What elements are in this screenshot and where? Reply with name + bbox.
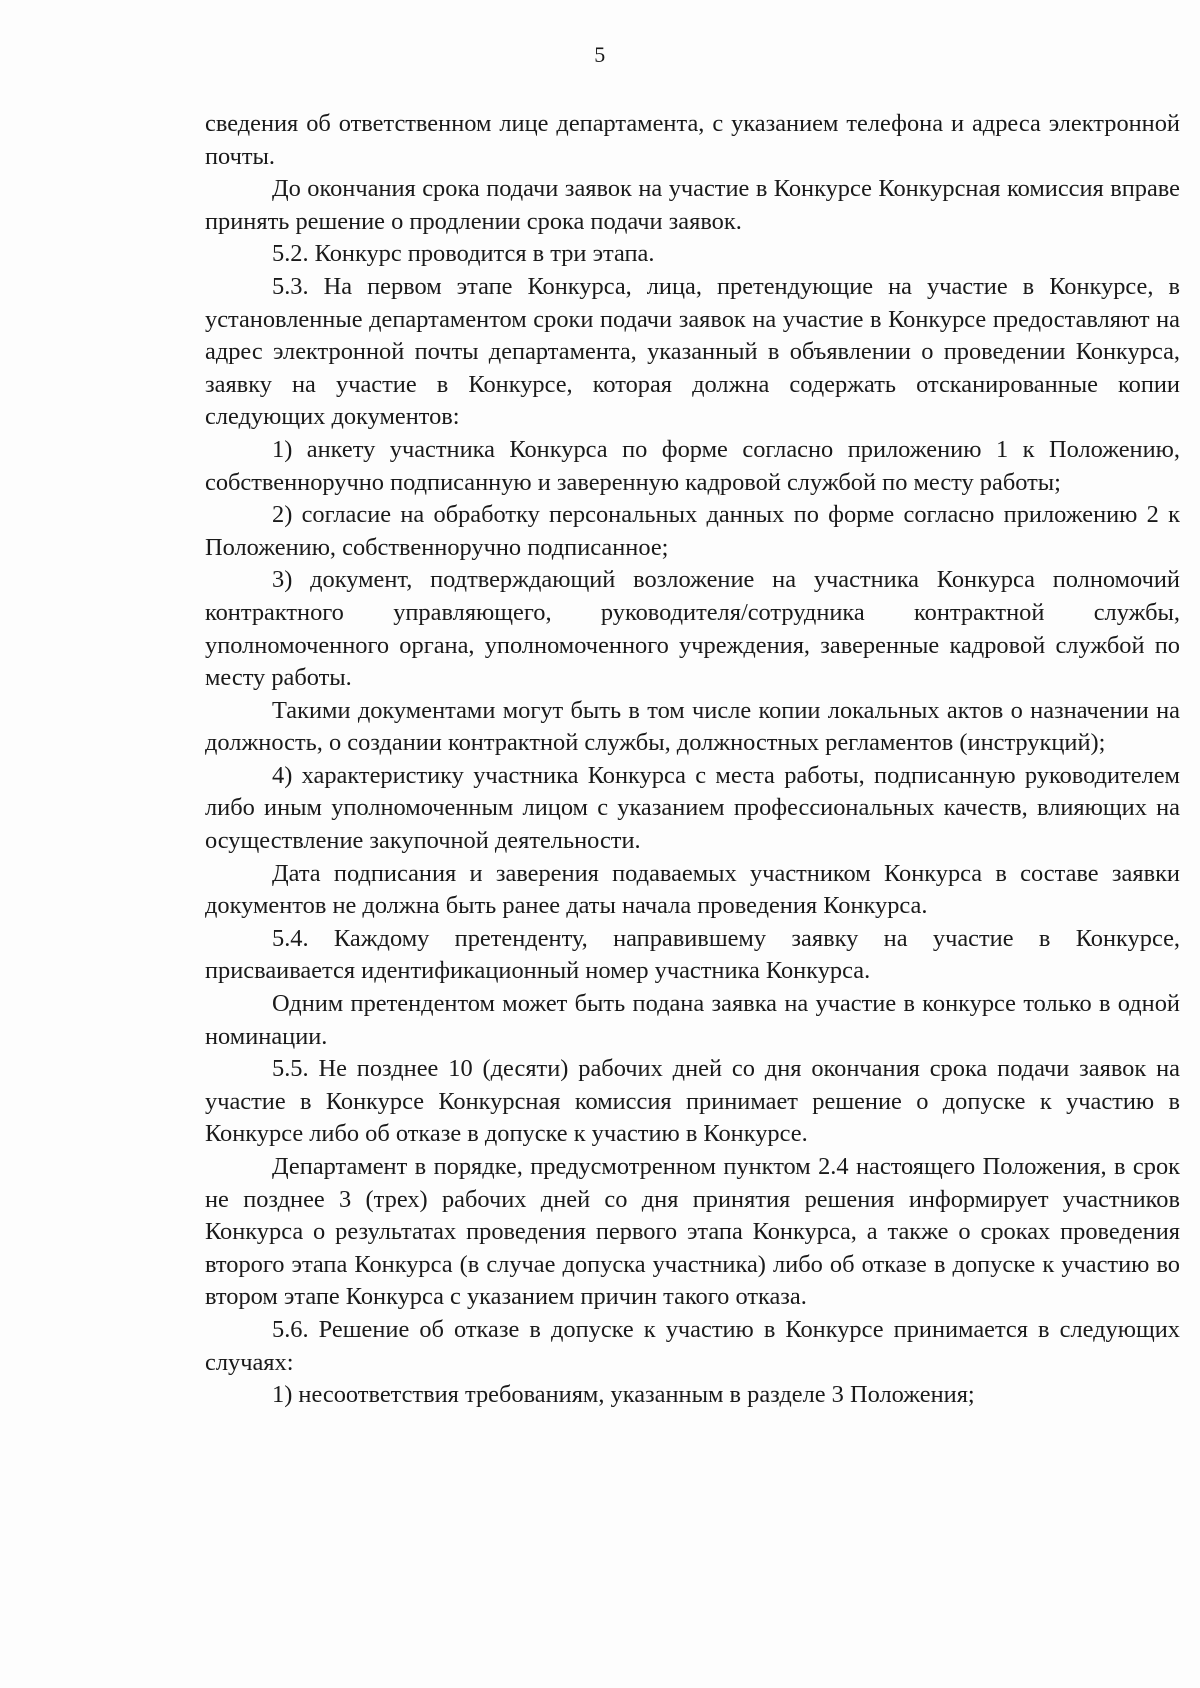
list-item-1-questionnaire: 1) анкету участника Конкурса по форме согласно приложению 1 к Положению, собственноручно подписанную и заверенную кадровой службой по месту работы; [205, 435, 1180, 496]
list-item-4-characteristic: 4) характеристику участника Конкурса с места работы, подписанную руководителем либо иным уполномоченным лицом с указанием профессиональных качеств, влияющих на осуществление закупочной деятельности. [205, 761, 1180, 855]
paragraph-5-2: 5.2. Конкурс проводится в три этапа. [272, 240, 655, 268]
list-item-2-consent: 2) согласие на обработку персональных данных по форме согласно приложению 2 к Положению, собственноручно подписанное; [205, 501, 1180, 561]
paragraph-deadline-extension: До окончания срока подачи заявок на участие в Конкурсе Конкурсная комиссия вправе принять решение о продлении срока подачи заявок. [205, 175, 1180, 235]
paragraph-contact-info: сведения об ответственном лице департамента, с указанием телефона и адреса электронной почты. [205, 110, 1180, 170]
paragraph-single-nomination: Одним претендентом может быть подана заявка на участие в конкурсе только в одной номинации. [205, 990, 1180, 1050]
paragraph-signing-date: Дата подписания и заверения подаваемых участником Конкурса в составе заявки документов не должна быть ранее даты начала проведения Конкурса. [205, 859, 1180, 920]
paragraph-5-3: 5.3. На первом этапе Конкурса, лица, претендующие на участие в Конкурсе, в установленные департаментом сроки подачи заявок на участие в Конкурсе предоставляют на адрес электронной почты департамента, указанный в объявлении о проведении Конкурса, заявку на участие в Конкурсе, которая должна содержать отсканированные копии следующих документов: [205, 272, 1180, 431]
paragraph-department-notification: Департамент в порядке, предусмотренном пунктом 2.4 настоящего Положения, в срок не позднее 3 (трех) рабочих дней со дня принятия решения информирует участников Конкурса о результатах проведения первого этапа Конкурса, а также о сроках проведения второго этапа Конкурса (в случае допуска участника) либо об отказе в допуске к участию во втором этапе Конкурса с указанием причин такого отказа. [205, 1153, 1180, 1311]
paragraph-5-5: 5.5. Не позднее 10 (десяти) рабочих дней со дня окончания срока подачи заявок на участие в Конкурсе Конкурсная комиссия принимает решение о допуске к участию в Конкурсе либо об отказе в допуске к участию в Конкурсе. [205, 1055, 1180, 1148]
paragraph-5-4: 5.4. Каждому претенденту, направившему заявку на участие в Конкурсе, присваивается идентификационный номер участника Конкурса. [205, 924, 1180, 985]
paragraph-5-6: 5.6. Решение об отказе в допуске к участию в Конкурсе принимается в следующих случаях: [205, 1315, 1180, 1376]
document-body [205, 108, 1180, 1412]
paragraph-documents-examples: Такими документами могут быть в том числе копии локальных актов о назначении на должность, о создании контрактной службы, должностных регламентов (инструкций); [205, 696, 1180, 757]
page-number: 5 [594, 42, 606, 67]
list-item-1-noncompliance: 1) несоответствия требованиям, указанным в разделе 3 Положения; [272, 1381, 975, 1409]
list-item-3-document: 3) документ, подтверждающий возложение на участника Конкурса полномочий контрактного управляющего, руководителя/сотрудника контрактной службы, уполномоченного органа, уполномоченного учреждения, заверенные кадровой службой по месту работы. [205, 566, 1180, 692]
